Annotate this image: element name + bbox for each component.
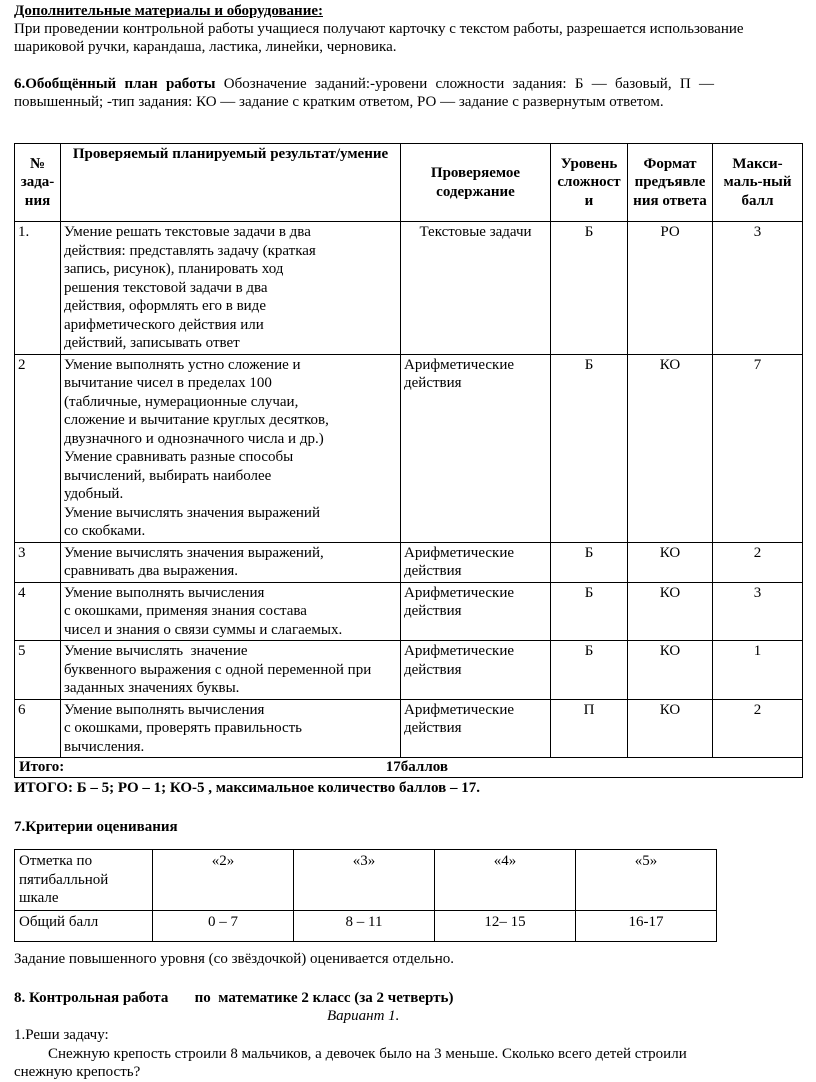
row-level: Б	[551, 641, 628, 700]
table-row	[15, 641, 803, 700]
row-result: Умение решать текстовые задачи в два действия: представлять задачу (краткая запись, рисунок), планировать ход решения текстовой задачи в два действия, оформлять его в виде арифметического действия или действий, записывать ответ	[61, 222, 401, 355]
row-max: 2	[713, 542, 803, 582]
row-num: 1.	[15, 222, 61, 355]
total-value: 17баллов	[385, 759, 448, 775]
row-level: Б	[551, 582, 628, 641]
row-level: Б	[551, 222, 628, 355]
row-level: П	[551, 699, 628, 758]
row-content: Арифметические действия	[401, 641, 551, 700]
test-variant: Вариант 1.	[327, 1008, 400, 1024]
row-num: 4	[15, 582, 61, 641]
row-format: КО	[628, 354, 713, 542]
row-format: КО	[628, 699, 713, 758]
score-range: 8 – 11	[294, 910, 435, 941]
criteria-score-row	[15, 910, 717, 941]
row-format: КО	[628, 641, 713, 700]
table-row	[15, 222, 803, 355]
score-label: Общий балл	[15, 910, 153, 941]
score-range: 16-17	[576, 910, 717, 941]
row-level: Б	[551, 354, 628, 542]
row-result: Умение выполнять вычисления с окошками, применяя знания состава чисел и знания о связи суммы и слагаемых.	[61, 582, 401, 641]
grade-cell: «2»	[153, 850, 294, 911]
score-range: 12– 15	[435, 910, 576, 941]
table-row	[15, 354, 803, 542]
row-num: 5	[15, 641, 61, 700]
header-content: Проверяемое содержание	[401, 144, 551, 222]
total-label: Итого:	[19, 759, 65, 775]
plan-summary: ИТОГО: Б – 5; РО – 1; КО-5 , максимальное количество баллов – 17.	[14, 780, 480, 796]
row-format: РО	[628, 222, 713, 355]
plan-table	[14, 143, 803, 778]
row-level: Б	[551, 542, 628, 582]
row-max: 3	[713, 582, 803, 641]
criteria-heading: 7.Критерии оценивания	[14, 819, 178, 835]
header-max: Макси-маль-ный балл	[713, 144, 803, 222]
row-content: Текстовые задачи	[401, 222, 551, 355]
score-range: 0 – 7	[153, 910, 294, 941]
grade-cell: «3»	[294, 850, 435, 911]
criteria-note: Задание повышенного уровня (со звёздочкой) оценивается отдельно.	[14, 951, 455, 967]
row-content: Арифметические действия	[401, 699, 551, 758]
plan-header-row	[15, 144, 803, 222]
task1-label: 1.Реши задачу:	[14, 1027, 109, 1043]
header-format: Формат предъявле ния ответа	[628, 144, 713, 222]
header-num: № зада-ния	[15, 144, 61, 222]
row-num: 2	[15, 354, 61, 542]
grades-label: Отметка по пятибалльной шкале	[15, 850, 153, 911]
row-result: Умение выполнять устно сложение и вычитание чисел в пределах 100 (табличные, нумерационные случаи, сложение и вычитание круглых десятков, двузначного и однозначного числа и др.) Умение сравнивать разные способы вычислений, выбирать наиболее удобный. Умение вычислять значения выражений со скобками.	[61, 354, 401, 542]
row-max: 2	[713, 699, 803, 758]
plan-heading: 6.Обобщённый план работы	[14, 76, 216, 92]
row-num: 6	[15, 699, 61, 758]
materials-text: При проведении контрольной работы учащиеся получают карточку с текстом работы, разрешается использование шариковой ручки, карандаша, ластика, линейки, черновика.	[14, 21, 744, 55]
row-content: Арифметические действия	[401, 582, 551, 641]
table-row	[15, 699, 803, 758]
table-row	[15, 542, 803, 582]
plan-intro	[14, 75, 714, 111]
criteria-grades-row	[15, 850, 717, 911]
grade-cell: «4»	[435, 850, 576, 911]
row-max: 1	[713, 641, 803, 700]
row-format: КО	[628, 542, 713, 582]
header-result: Проверяемый планируемый результат/умение	[61, 144, 401, 222]
row-result: Умение вычислять значение буквенного выражения с одной переменной при заданных значениях буквы.	[61, 641, 401, 700]
plan-legend: Обозначение заданий:-уровени сложности задания: Б — базовый, П — повышенный; -тип задания: КО — задание с кратким ответом, РО — задание с развернутым ответом.	[14, 76, 714, 110]
table-row	[15, 582, 803, 641]
grade-cell: «5»	[576, 850, 717, 911]
row-max: 7	[713, 354, 803, 542]
materials-section	[14, 2, 804, 56]
task1-text: Снежную крепость строили 8 мальчиков, а девочек было на 3 меньше. Сколько всего детей строили снежную крепость?	[14, 1046, 687, 1080]
row-result: Умение выполнять вычисления с окошками, проверять правильность вычисления.	[61, 699, 401, 758]
total-row	[15, 758, 803, 778]
row-content: Арифметические действия	[401, 354, 551, 542]
row-result: Умение вычислять значения выражений, сравнивать два выражения.	[61, 542, 401, 582]
row-max: 3	[713, 222, 803, 355]
header-level: Уровень сложност и	[551, 144, 628, 222]
test-heading: 8. Контрольная работа по математике 2 класс (за 2 четверть)	[14, 990, 454, 1006]
row-num: 3	[15, 542, 61, 582]
row-format: КО	[628, 582, 713, 641]
materials-heading: Дополнительные материалы и оборудование:	[14, 3, 323, 19]
row-content: Арифметические действия	[401, 542, 551, 582]
criteria-table	[14, 849, 717, 942]
